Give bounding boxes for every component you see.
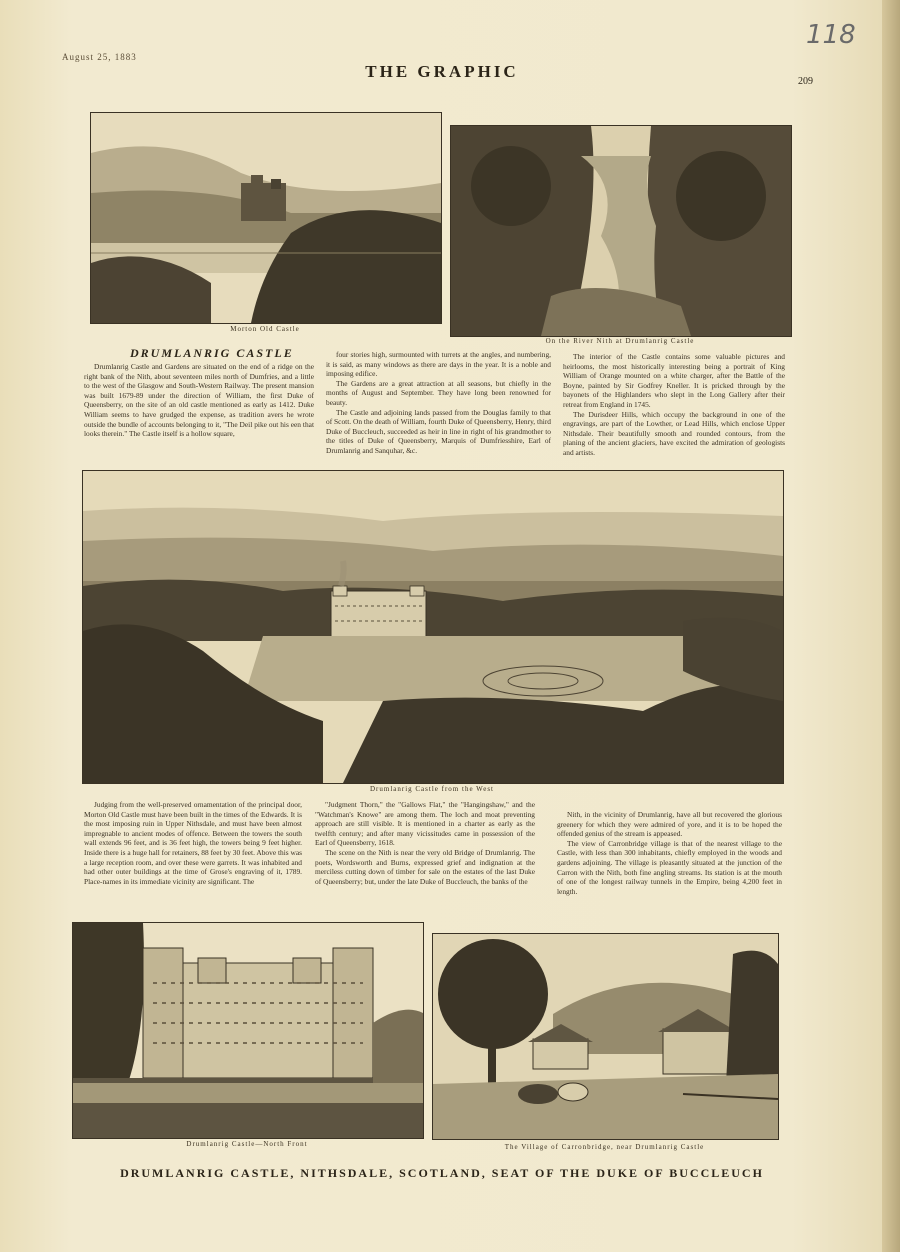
page-footer-title: DRUMLANRIG CASTLE, NITHSDALE, SCOTLAND, SEAT OF THE DUKE OF BUCCLEUCH xyxy=(120,1166,764,1180)
paragraph: Nith, in the vicinity of Drumlanrig, have all but recovered the glorious greenery for which they were admired of yore, and it is to be hoped the offended genius of the stream is appeased. xyxy=(557,810,782,839)
article-column-1 xyxy=(84,362,314,439)
caption-morton-old-castle: Morton Old Castle xyxy=(230,325,300,333)
paragraph: The Gardens are a great attraction at all seasons, but chiefly in the months of August and September. They have long been renowned for beauty. xyxy=(326,378,551,407)
engraving-carronbridge-village xyxy=(432,933,779,1140)
page-spine xyxy=(882,0,900,1252)
caption-carronbridge-village: The Village of Carronbridge, near Drumlanrig Castle xyxy=(504,1143,705,1151)
article-column-3 xyxy=(563,352,785,458)
article2-column-1 xyxy=(84,800,302,886)
article-column-2 xyxy=(326,350,551,456)
page-number: 209 xyxy=(798,76,813,87)
engraving-drumlanrig-from-west xyxy=(82,470,784,784)
paragraph: four stories high, surmounted with turrets at the angles, and numbering, it is said, as many windows as there are days in the year. It is a noble and imposing edifice. xyxy=(326,350,551,379)
caption-north-front: Drumlanrig Castle—North Front xyxy=(186,1140,308,1148)
caption-river-nith: On the River Nith at Drumlanrig Castle xyxy=(545,337,695,345)
paragraph: The Castle and adjoining lands passed from the Douglas family to that of Scott. On the death of William, fourth Duke of Queensberry, Henry, third Duke of Buccleuch, succeeded as heir in line in right of his grandmother to the titles of Duke of Queensberry, Marquis of Dumfriesshire, Earl of Drumlanrig and Sanquhar, &c. xyxy=(326,407,551,455)
paragraph: "Judgment Thorn," the "Gallows Flat," the "Hangingshaw," and the "Watchman's Knowe" are among them. The loch and moat preventing approach are still visible. It is mentioned in a charter as early as the twelfth century; and after many vicissitudes came in possession of the Earl of Queensberry, 1618. xyxy=(315,800,535,848)
paragraph: Drumlanrig Castle and Gardens are situated on the end of a ridge on the right bank of the Nith, about seventeen miles north of Dumfries, and a little to the west of the Glasgow and South-Western Railway. The present mansion was built 1679-89 under the direction of William, the first Duke of Queensberry, on the site of an old castle mentioned as early as 1412. Duke William seems to have grudged the expense, as tradition avers he wrote outside the bundle of accounts belonging to it, "The Deil pike out his een that looks therein." The Castle itself is a hollow square, xyxy=(84,362,314,439)
pencil-page-mark: 118 xyxy=(806,20,856,50)
paragraph: The Durisdeer Hills, which occupy the background in one of the engravings, are part of the Lowther, or Lead Hills, which enclose Upper Nithsdale. Their beautifully smooth and rounded contours, from the planing of the ancient glaciers, have excited the admiration of geologists and artists. xyxy=(563,409,785,457)
article-title: DRUMLANRIG CASTLE xyxy=(130,346,294,360)
engraving-river-nith xyxy=(450,125,792,337)
caption-drumlanrig-from-west: Drumlanrig Castle from the West xyxy=(369,785,494,793)
masthead-title: THE GRAPHIC xyxy=(365,62,519,81)
paragraph: The scene on the Nith is near the very old Bridge of Drumlanrig. The poets, Wordsworth and Burns, expressed grief and indignation at the merciless cutting down of timber for sale on the estates of the last Duke of Queensberry; but, under the late Duke of Buccleuch, the banks of the xyxy=(315,847,535,886)
engraving-north-front xyxy=(72,922,424,1139)
paragraph: The interior of the Castle contains some valuable pictures and heirlooms, the most historically interesting being a portrait of King William of Orange mounted on a white charger, after the Battle of the Boyne, painted by Sir Godfrey Kneller. It is pricked through by the bayonets of the Highlanders who slept in the Long Gallery after their retreat from England in 1745. xyxy=(563,352,785,409)
paragraph: The view of Carronbridge village is that of the nearest village to the Castle, with less than 300 inhabitants, chiefly employed in the woods and gardens adjoining. The village is pleasantly situated at the junction of the Carron with the Nith, both fine angling streams. Its station is at the mouth of one of the longest railway tunnels in the Empire, being 4,200 feet in length. xyxy=(557,838,782,896)
article2-column-3 xyxy=(557,810,782,896)
engraving-morton-old-castle xyxy=(90,112,442,324)
issue-date: August 25, 1883 xyxy=(62,52,137,62)
paragraph: Judging from the well-preserved ornamentation of the principal door, Morton Old Castle must have been built in the times of the Edwards. It is the most imposing ruin in Upper Nithsdale, and must have been almost impregnable to ancient modes of offence. Between the towers the south wall extends 96 feet, and is 36 feet high, the towers being 9 feet higher. Inside there is a huge hall for retainers, 88 feet by 30 feet. Above this was a large reception room, and over these were garrets. It was inhabited and had other outer buildings at the time of Grose's engraving of it, 1789. Place-names in its immediate vicinity are significant. The xyxy=(84,800,302,886)
article2-column-2 xyxy=(315,800,535,886)
